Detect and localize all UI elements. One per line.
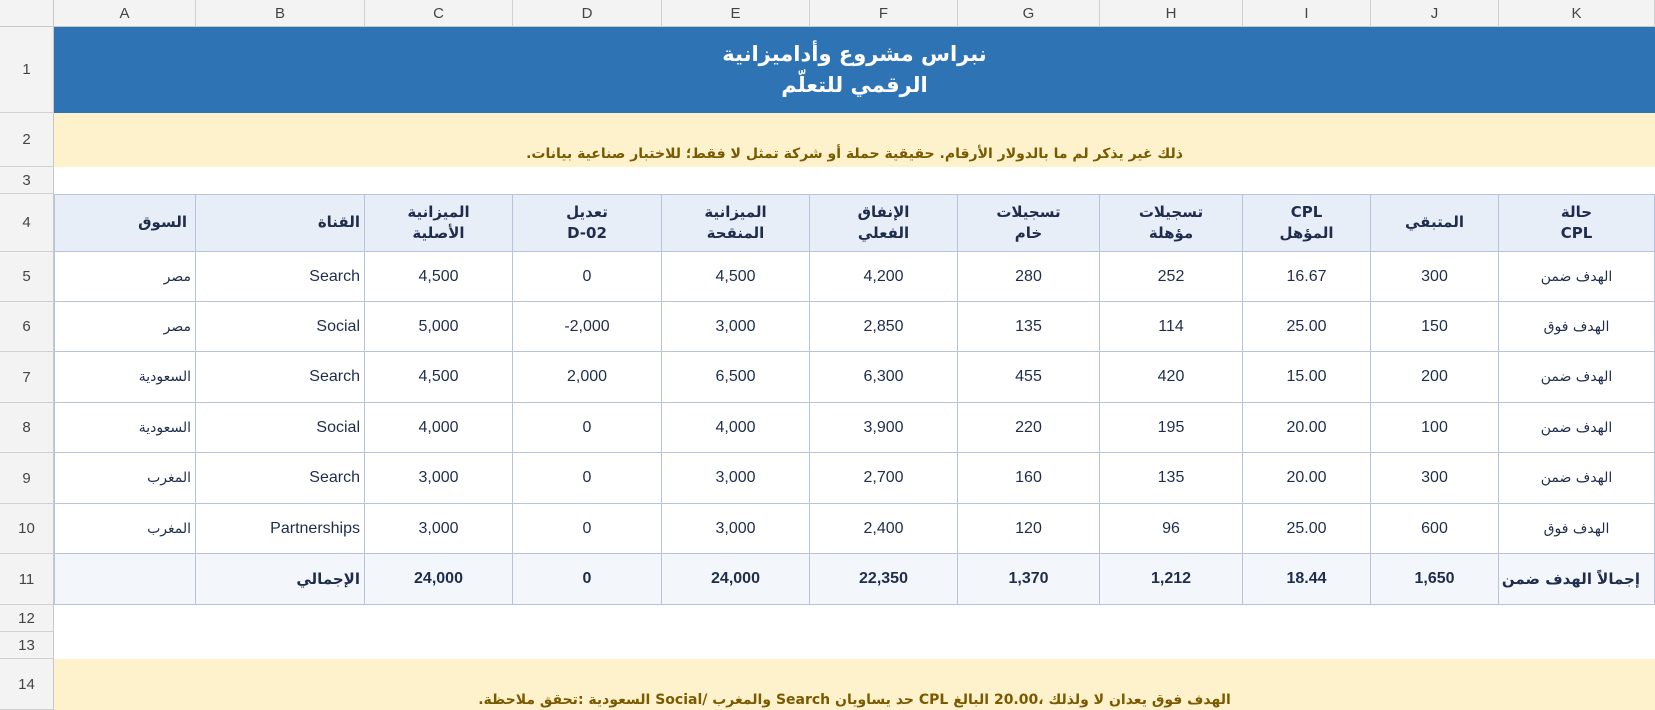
qualified-cpl-cell[interactable]: 25.00 <box>1243 302 1371 352</box>
column-header-e[interactable]: E <box>662 0 810 27</box>
row-header-2[interactable]: 2 <box>0 113 54 167</box>
sheet-title-banner[interactable] <box>54 27 1655 113</box>
raw-leads-cell[interactable]: 280 <box>958 252 1100 302</box>
header-qualified-cpl[interactable] <box>1243 194 1371 252</box>
disclaimer-note[interactable]: ذلك غير يذكر لم ما بالدولار الأرقام. حقيقية حملة أو شركة تمثل لا فقط؛ للاختبار صناعية بيانات. <box>54 113 1655 167</box>
original-budget-cell[interactable]: 3,000 <box>365 504 513 554</box>
header-cpl-status-line2: CPL <box>1560 223 1593 242</box>
total-actual-spend[interactable]: 22,350 <box>810 554 958 605</box>
channel-cell[interactable]: Social <box>196 302 365 352</box>
header-qualified-leads[interactable] <box>1100 194 1243 252</box>
header-raw-leads-line1: تسجيلات <box>996 202 1061 221</box>
total-revised-budget[interactable]: 24,000 <box>662 554 810 605</box>
qualified-leads-cell[interactable]: 252 <box>1100 252 1243 302</box>
total-qualified-leads[interactable]: 1,212 <box>1100 554 1243 605</box>
row-header-1[interactable]: 1 <box>0 27 54 113</box>
header-remaining[interactable] <box>1371 194 1499 252</box>
remaining-cell[interactable]: 300 <box>1371 453 1499 504</box>
column-header-j[interactable]: J <box>1371 0 1499 27</box>
remaining-cell[interactable]: 100 <box>1371 403 1499 453</box>
actual-spend-cell[interactable]: 3,900 <box>810 403 958 453</box>
market-cell[interactable]: السعودية <box>54 352 196 403</box>
total-raw-leads[interactable]: 1,370 <box>958 554 1100 605</box>
qualified-cpl-cell[interactable]: 20.00 <box>1243 453 1371 504</box>
adjustment-cell[interactable]: 0 <box>513 252 662 302</box>
revised-budget-cell[interactable]: 3,000 <box>662 302 810 352</box>
column-header-i[interactable]: I <box>1243 0 1371 27</box>
channel-cell[interactable]: Social <box>196 403 365 453</box>
header-adjustment-line1: تعديل <box>566 202 608 221</box>
column-header-d[interactable]: D <box>513 0 662 27</box>
row-header-9[interactable]: 9 <box>0 453 54 504</box>
header-channel[interactable] <box>196 194 365 252</box>
column-header-k[interactable]: K <box>1499 0 1655 27</box>
total-remaining[interactable]: 1,650 <box>1371 554 1499 605</box>
column-header-c[interactable]: C <box>365 0 513 27</box>
header-revised-budget-line1: الميزانية <box>704 202 767 221</box>
remaining-cell[interactable]: 600 <box>1371 504 1499 554</box>
qualified-leads-cell[interactable]: 135 <box>1100 453 1243 504</box>
header-actual-spend-line2: الفعلي <box>857 223 910 242</box>
row-header-4[interactable]: 4 <box>0 194 54 252</box>
market-cell[interactable]: مصر <box>54 302 196 352</box>
qualified-cpl-cell[interactable]: 15.00 <box>1243 352 1371 403</box>
verification-note[interactable]: الهدف فوق يعدان لا ولذلك ،20.00 البالغ CPL حد يساويان Search والمغرب /Social السعودية :تحقق ملاحظة. <box>54 659 1655 710</box>
header-qualified-cpl-line1: CPL <box>1290 202 1323 221</box>
header-actual-spend[interactable] <box>810 194 958 252</box>
adjustment-cell[interactable]: 0 <box>513 504 662 554</box>
header-qualified-cpl-line2: المؤهل <box>1279 223 1334 242</box>
raw-leads-cell[interactable]: 160 <box>958 453 1100 504</box>
header-raw-leads-line2: خام <box>1014 223 1043 242</box>
header-channel-label: القناة <box>317 213 360 231</box>
raw-leads-cell[interactable]: 135 <box>958 302 1100 352</box>
row-header-10[interactable]: 10 <box>0 504 54 554</box>
row-header-8[interactable]: 8 <box>0 403 54 453</box>
market-cell[interactable]: المغرب <box>54 453 196 504</box>
qualified-leads-cell[interactable]: 114 <box>1100 302 1243 352</box>
header-qualified-leads-line1: تسجيلات <box>1138 202 1204 221</box>
qualified-leads-cell[interactable]: 195 <box>1100 403 1243 453</box>
channel-cell[interactable]: Search <box>196 252 365 302</box>
cpl-status-cell[interactable]: الهدف ضمن <box>1499 352 1655 403</box>
select-all-corner[interactable] <box>0 0 54 27</box>
row-header-6[interactable]: 6 <box>0 302 54 352</box>
column-header-b[interactable]: B <box>196 0 365 27</box>
channel-cell[interactable]: Search <box>196 352 365 403</box>
adjustment-cell[interactable]: 2,000 <box>513 352 662 403</box>
header-actual-spend-line1: الإنفاق <box>857 202 910 221</box>
raw-leads-cell[interactable]: 455 <box>958 352 1100 403</box>
cpl-status-cell[interactable]: الهدف فوق <box>1499 504 1655 554</box>
original-budget-cell[interactable]: 4,000 <box>365 403 513 453</box>
adjustment-cell[interactable]: 0 <box>513 403 662 453</box>
original-budget-cell[interactable]: 5,000 <box>365 302 513 352</box>
title-line-1: نبراس مشروع وأداميزانية <box>722 42 987 66</box>
raw-leads-cell[interactable]: 220 <box>958 403 1100 453</box>
header-adjustment-line2: D-02 <box>567 223 607 242</box>
cpl-status-cell[interactable]: الهدف ضمن <box>1499 252 1655 302</box>
header-adjustment[interactable] <box>513 194 662 252</box>
qualified-leads-cell[interactable]: 96 <box>1100 504 1243 554</box>
raw-leads-cell[interactable]: 120 <box>958 504 1100 554</box>
adjustment-cell[interactable]: 0 <box>513 453 662 504</box>
total-qualified-cpl[interactable]: 18.44 <box>1243 554 1371 605</box>
actual-spend-cell[interactable]: 2,400 <box>810 504 958 554</box>
channel-cell[interactable]: Partnerships <box>196 504 365 554</box>
column-header-g[interactable]: G <box>958 0 1100 27</box>
total-market-cell[interactable] <box>54 554 196 605</box>
header-original-budget-line2: الأصلية <box>412 223 465 242</box>
remaining-cell[interactable]: 200 <box>1371 352 1499 403</box>
revised-budget-cell[interactable]: 4,500 <box>662 252 810 302</box>
header-original-budget[interactable] <box>365 194 513 252</box>
revised-budget-cell[interactable]: 6,500 <box>662 352 810 403</box>
row-header-5[interactable]: 5 <box>0 252 54 302</box>
header-revised-budget[interactable] <box>662 194 810 252</box>
header-revised-budget-line2: المنقحة <box>706 223 765 242</box>
market-cell[interactable]: السعودية <box>54 403 196 453</box>
header-remaining-line1: المتبقي <box>1404 213 1465 231</box>
adjustment-cell[interactable]: -2,000 <box>513 302 662 352</box>
actual-spend-cell[interactable]: 2,850 <box>810 302 958 352</box>
header-cpl-status[interactable] <box>1499 194 1655 252</box>
revised-budget-cell[interactable]: 4,000 <box>662 403 810 453</box>
header-market[interactable] <box>54 194 196 252</box>
qualified-cpl-cell[interactable]: 16.67 <box>1243 252 1371 302</box>
header-market-label: السوق <box>138 213 187 231</box>
market-cell[interactable]: المغرب <box>54 504 196 554</box>
actual-spend-cell[interactable]: 4,200 <box>810 252 958 302</box>
row-header-12[interactable]: 12 <box>0 605 54 632</box>
row-header-11[interactable]: 11 <box>0 554 54 605</box>
actual-spend-cell[interactable]: 2,700 <box>810 453 958 504</box>
row-header-3[interactable]: 3 <box>0 167 54 194</box>
cpl-status-cell[interactable]: الهدف ضمن <box>1499 403 1655 453</box>
revised-budget-cell[interactable]: 3,000 <box>662 504 810 554</box>
cpl-status-cell[interactable]: الهدف ضمن <box>1499 453 1655 504</box>
revised-budget-cell[interactable]: 3,000 <box>662 453 810 504</box>
remaining-cell[interactable]: 300 <box>1371 252 1499 302</box>
original-budget-cell[interactable]: 4,500 <box>365 352 513 403</box>
cpl-status-cell[interactable]: الهدف فوق <box>1499 302 1655 352</box>
total-cpl-status[interactable]: إجمالاً الهدف ضمن <box>1499 554 1655 605</box>
remaining-cell[interactable]: 150 <box>1371 302 1499 352</box>
row-header-7[interactable]: 7 <box>0 352 54 403</box>
column-header-h[interactable]: H <box>1100 0 1243 27</box>
channel-cell[interactable]: Search <box>196 453 365 504</box>
qualified-cpl-cell[interactable]: 25.00 <box>1243 504 1371 554</box>
qualified-cpl-cell[interactable]: 20.00 <box>1243 403 1371 453</box>
row-header-13[interactable]: 13 <box>0 632 54 659</box>
header-cpl-status-line1: حالة <box>1560 202 1593 221</box>
market-cell[interactable]: مصر <box>54 252 196 302</box>
column-header-a[interactable]: A <box>54 0 196 27</box>
total-label[interactable]: الإجمالي <box>196 554 365 605</box>
original-budget-cell[interactable]: 3,000 <box>365 453 513 504</box>
original-budget-cell[interactable]: 4,500 <box>365 252 513 302</box>
actual-spend-cell[interactable]: 6,300 <box>810 352 958 403</box>
total-adjustment[interactable]: 0 <box>513 554 662 605</box>
row-header-14[interactable]: 14 <box>0 659 54 710</box>
title-line-2: الرقمي للتعلّم <box>781 73 928 97</box>
header-original-budget-line1: الميزانية <box>407 202 470 221</box>
qualified-leads-cell[interactable]: 420 <box>1100 352 1243 403</box>
header-qualified-leads-line2: مؤهلة <box>1148 223 1194 242</box>
column-header-f[interactable]: F <box>810 0 958 27</box>
header-raw-leads[interactable] <box>958 194 1100 252</box>
total-original-budget[interactable]: 24,000 <box>365 554 513 605</box>
